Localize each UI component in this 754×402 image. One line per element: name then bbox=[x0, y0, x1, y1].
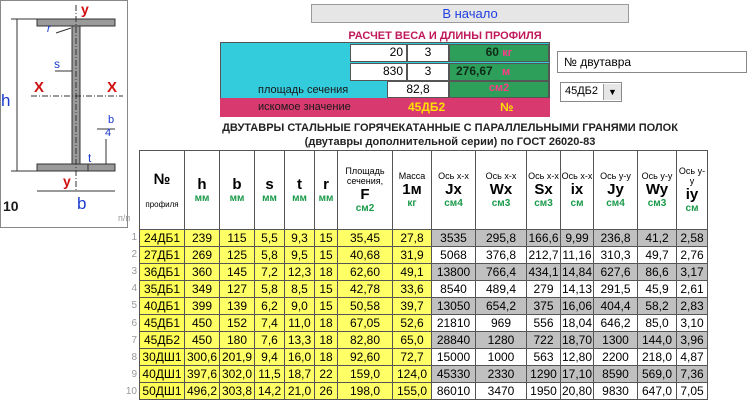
table-row bbox=[140, 281, 708, 298]
table-cell: 152 bbox=[220, 315, 255, 332]
table-row bbox=[140, 383, 708, 400]
table-cell: 8590 bbox=[594, 366, 638, 383]
header-h-unit: мм bbox=[194, 193, 210, 204]
table-cell: 20,80 bbox=[561, 384, 593, 398]
table-cell: 166,6 bbox=[528, 231, 559, 245]
header-r bbox=[315, 151, 338, 230]
table-cell: 180 bbox=[220, 332, 255, 349]
table-row bbox=[140, 349, 708, 366]
table-cell: 15000 bbox=[432, 349, 476, 366]
table-cell: 50,58 bbox=[338, 298, 393, 315]
header-jy-sym: Jy bbox=[607, 181, 624, 198]
table-cell: 349 bbox=[185, 281, 220, 298]
table-cell: 4,87 bbox=[677, 349, 708, 366]
table-cell: 6,2 bbox=[255, 298, 285, 315]
table-cell: 722 bbox=[527, 332, 561, 349]
table-cell: 239 bbox=[185, 230, 220, 247]
table-cell: 159,0 bbox=[338, 366, 393, 383]
table-cell: 375 bbox=[527, 298, 561, 315]
header-wy-sym: Wy bbox=[645, 181, 669, 198]
table-cell: 2,76 bbox=[677, 247, 708, 264]
table-cell: 125 bbox=[220, 247, 255, 264]
table-cell: 5,5 bbox=[255, 230, 285, 247]
area-label: площадь сечения bbox=[258, 84, 349, 96]
table-heading-1: ДВУТАВРЫ СТАЛЬНЫЕ ГОРЯЧЕКАТАННЫЕ С ПАРАЛЛЕЛЬНЫМИ ГРАНЯМИ ПОЛОК bbox=[222, 122, 678, 134]
table-cell: 35,45 bbox=[338, 230, 393, 247]
table-cell: 279 bbox=[527, 281, 561, 298]
calc-title: РАСЧЕТ ВЕСА И ДЛИНЫ ПРОФИЛЯ bbox=[348, 30, 542, 42]
label-x-left: X bbox=[34, 79, 45, 96]
header-wx-sym: Wx bbox=[489, 181, 513, 198]
table-cell: 969 bbox=[476, 315, 527, 332]
header-iy-unit: см bbox=[685, 203, 699, 214]
row-number: 10 bbox=[125, 385, 137, 397]
table-cell: 52,6 bbox=[393, 315, 432, 332]
header-jx-sym: Jx bbox=[445, 181, 462, 198]
header-profile-no: № bbox=[153, 171, 171, 188]
qty-top-input[interactable]: 20 bbox=[350, 44, 407, 62]
label-b4-4: 4 bbox=[105, 127, 112, 139]
table-cell: 86010 bbox=[432, 383, 476, 400]
header-area-unit: см2 bbox=[355, 203, 375, 214]
header-sx-top: Ось x-x bbox=[528, 171, 559, 181]
header-area-top: Площадь сечения, bbox=[345, 166, 385, 186]
table-cell: 15 bbox=[315, 281, 338, 298]
table-cell: 7,36 bbox=[677, 366, 708, 383]
table-cell: 67,05 bbox=[338, 315, 393, 332]
table-cell: 45330 bbox=[432, 366, 476, 383]
label-r: r bbox=[47, 23, 51, 35]
table-cell: 1280 bbox=[476, 332, 527, 349]
pp-label: п/п bbox=[118, 213, 131, 223]
table-cell: 3,10 bbox=[677, 315, 708, 332]
header-sx-sym: Sx bbox=[534, 181, 553, 198]
table-cell: 13050 bbox=[432, 298, 476, 315]
row-number: 6 bbox=[131, 317, 137, 329]
table-cell: 13,3 bbox=[285, 332, 315, 349]
label-y-bottom: y bbox=[63, 173, 71, 189]
ibeam-drawing bbox=[0, 0, 131, 228]
table-cell: 18,70 bbox=[561, 333, 593, 347]
header-t bbox=[285, 151, 315, 230]
weight-unit: кг bbox=[502, 47, 513, 59]
profile-name-cell: 27ДБ1 bbox=[140, 247, 185, 264]
table-cell: 11,0 bbox=[285, 315, 315, 332]
table-cell: 11,5 bbox=[255, 366, 285, 383]
table-cell: 376,8 bbox=[476, 247, 527, 264]
table-cell: 646,2 bbox=[594, 315, 638, 332]
weight-output bbox=[449, 44, 549, 62]
table-cell: 3470 bbox=[476, 383, 527, 400]
weight-value: 60 bbox=[485, 45, 499, 59]
sought-symbol: № bbox=[500, 100, 514, 114]
table-cell: 766,4 bbox=[476, 264, 527, 281]
area-value: 82,8 bbox=[387, 81, 449, 98]
table-cell: 41,2 bbox=[638, 230, 677, 247]
table-cell: 2,58 bbox=[677, 230, 708, 247]
table-cell: 3535 bbox=[432, 230, 476, 247]
table-cell: 7,6 bbox=[255, 332, 285, 349]
table-row bbox=[140, 366, 708, 383]
header-jx-top: Ось x-x bbox=[438, 171, 469, 181]
table-cell: 404,4 bbox=[594, 298, 638, 315]
table-cell: 303,8 bbox=[220, 383, 255, 400]
header-wy bbox=[638, 151, 677, 230]
table-cell: 310,3 bbox=[594, 247, 638, 264]
table-cell: 489,4 bbox=[476, 281, 527, 298]
table-row bbox=[140, 264, 708, 281]
table-cell: 124,0 bbox=[393, 366, 432, 383]
label-x-right: X bbox=[107, 79, 118, 96]
table-cell: 28840 bbox=[432, 332, 476, 349]
label-t: t bbox=[88, 151, 92, 165]
header-area-sym: F bbox=[360, 186, 370, 203]
length-value: 276,67 bbox=[456, 64, 493, 78]
header-r-unit: мм bbox=[318, 193, 334, 204]
table-cell: 139 bbox=[220, 298, 255, 315]
header-ix bbox=[561, 151, 594, 230]
table-cell: 45,9 bbox=[638, 281, 677, 298]
table-cell: 218,0 bbox=[638, 349, 677, 366]
header-t-sym: t bbox=[297, 176, 302, 193]
sought-label: искомое значение bbox=[258, 101, 351, 113]
table-cell: 12,3 bbox=[285, 264, 315, 281]
row-number: 2 bbox=[131, 249, 137, 261]
table-cell: 563 bbox=[527, 349, 561, 366]
table-cell: 7,4 bbox=[255, 315, 285, 332]
header-s bbox=[255, 151, 285, 230]
table-cell: 92,60 bbox=[338, 349, 393, 366]
table-cell: 569,0 bbox=[638, 366, 677, 383]
table-cell: 8540 bbox=[432, 281, 476, 298]
table-cell: 145 bbox=[220, 264, 255, 281]
header-wy-unit: см3 bbox=[647, 198, 667, 209]
table-cell: 49,1 bbox=[393, 264, 432, 281]
row-number: 3 bbox=[131, 266, 137, 278]
qty-bottom-input[interactable]: 830 bbox=[350, 63, 407, 81]
table-cell: 115 bbox=[220, 230, 255, 247]
profile-name-cell: 35ДБ1 bbox=[140, 281, 185, 298]
table-cell: 496,2 bbox=[185, 383, 220, 400]
table-cell: 18 bbox=[315, 332, 338, 349]
table-cell: 82,80 bbox=[338, 332, 393, 349]
table-cell: 144,0 bbox=[638, 332, 677, 349]
table-cell: 9,4 bbox=[255, 349, 285, 366]
table-row bbox=[140, 298, 708, 315]
table-cell: 16,06 bbox=[561, 299, 593, 313]
figure-number: 10 bbox=[3, 198, 19, 214]
header-sx-unit: см3 bbox=[534, 198, 553, 209]
table-cell: 1300 bbox=[594, 332, 638, 349]
header-jy bbox=[594, 151, 638, 230]
header-wy-top: Ось y-y bbox=[641, 171, 673, 181]
table-cell: 9,99 bbox=[561, 230, 594, 247]
profile-select-value: 45ДБ2 bbox=[565, 85, 599, 97]
header-profile bbox=[140, 151, 185, 230]
table-row bbox=[140, 332, 708, 349]
table-cell: 2,61 bbox=[677, 281, 708, 298]
row-number: 5 bbox=[131, 300, 137, 312]
table-cell: 291,5 bbox=[594, 281, 638, 298]
table-cell: 450 bbox=[185, 315, 220, 332]
table-cell: 18 bbox=[315, 349, 338, 366]
header-iy-sym: iy bbox=[685, 186, 699, 203]
header-b-unit: мм bbox=[229, 193, 245, 204]
header-s-sym: s bbox=[265, 176, 274, 193]
label-b: b bbox=[77, 194, 87, 213]
table-cell: 14,2 bbox=[255, 383, 285, 400]
table-cell: 12,80 bbox=[561, 350, 593, 364]
table-cell: 5,8 bbox=[255, 281, 285, 298]
header-mass-top: Масса bbox=[398, 171, 426, 181]
table-cell: 18,7 bbox=[285, 366, 315, 383]
header-mass-unit: кг bbox=[407, 198, 417, 209]
row-number: 7 bbox=[131, 334, 137, 346]
label-s: s bbox=[54, 57, 60, 71]
table-cell: 556 bbox=[527, 315, 561, 332]
header-r-sym: r bbox=[323, 176, 329, 193]
row-number: 1 bbox=[131, 232, 137, 243]
table-cell: 5,8 bbox=[255, 247, 285, 264]
table-cell: 450 bbox=[185, 332, 220, 349]
col2-top-input[interactable]: 3 bbox=[407, 44, 449, 62]
table-cell: 21810 bbox=[432, 315, 476, 332]
header-mass-sym: 1м bbox=[402, 181, 422, 198]
row-number: 9 bbox=[131, 368, 137, 380]
profile-name-cell: 40ДБ1 bbox=[140, 298, 185, 315]
table-cell: 302,0 bbox=[220, 366, 255, 383]
table-cell: 1000 bbox=[476, 349, 527, 366]
table-cell: 1950 bbox=[527, 383, 561, 400]
header-s-unit: мм bbox=[262, 193, 277, 204]
table-cell: 360 bbox=[185, 264, 220, 281]
header-ix-unit: см bbox=[570, 198, 584, 209]
table-cell: 39,7 bbox=[393, 298, 432, 315]
label-b4-b: b bbox=[108, 114, 115, 126]
header-b bbox=[220, 151, 255, 230]
table-cell: 7,2 bbox=[255, 264, 285, 281]
table-cell: 2330 bbox=[476, 366, 527, 383]
table-cell: 40,68 bbox=[338, 247, 393, 264]
header-wx bbox=[476, 151, 527, 230]
table-cell: 13800 bbox=[432, 264, 476, 281]
table-cell: 269 bbox=[185, 247, 220, 264]
profile-name-cell: 36ДБ1 bbox=[140, 264, 185, 281]
header-b-sym: b bbox=[232, 176, 242, 193]
table-cell: 155,0 bbox=[393, 383, 432, 400]
header-jy-top: Ось y-y bbox=[600, 171, 631, 181]
profile-name-cell: 45ДБ2 bbox=[140, 332, 185, 349]
table-cell: 18 bbox=[315, 264, 338, 281]
table-row bbox=[140, 315, 708, 332]
profile-name-cell: 40ДШ1 bbox=[140, 366, 185, 383]
table-cell: 647,0 bbox=[638, 383, 677, 400]
header-mass bbox=[393, 151, 432, 230]
length-unit: м bbox=[502, 66, 511, 78]
profile-table bbox=[139, 150, 708, 400]
profile-name-cell: 45ДБ1 bbox=[140, 315, 185, 332]
table-cell: 9830 bbox=[594, 383, 638, 400]
header-jy-unit: см4 bbox=[606, 198, 625, 209]
table-cell: 9,3 bbox=[285, 230, 315, 247]
table-cell: 212,7 bbox=[528, 248, 559, 262]
header-wx-unit: см3 bbox=[491, 198, 511, 209]
table-cell: 17,10 bbox=[561, 367, 593, 381]
table-cell: 9,5 bbox=[285, 247, 315, 264]
row-number: 8 bbox=[131, 351, 137, 363]
table-cell: 2200 bbox=[594, 349, 638, 366]
table-cell: 33,6 bbox=[393, 281, 432, 298]
table-cell: 201,9 bbox=[220, 349, 255, 366]
header-wx-top: Ось x-x bbox=[485, 171, 517, 181]
header-jx bbox=[432, 151, 476, 230]
table-cell: 5068 bbox=[432, 247, 476, 264]
table-cell: 86,6 bbox=[638, 264, 677, 281]
table-row bbox=[140, 247, 708, 264]
table-cell: 7,05 bbox=[677, 383, 708, 400]
profile-number-input[interactable]: № двутавра bbox=[557, 51, 747, 73]
header-iy-top: Ось y-y bbox=[678, 166, 706, 186]
header-ix-top: Ось x-x bbox=[561, 171, 593, 181]
table-cell: 18,04 bbox=[561, 316, 593, 330]
profile-name-cell: 50ДШ1 bbox=[140, 383, 185, 400]
table-cell: 2,83 bbox=[677, 298, 708, 315]
sought-value: 45ДБ2 bbox=[408, 100, 446, 114]
table-cell: 18 bbox=[315, 315, 338, 332]
table-cell: 627,6 bbox=[594, 264, 638, 281]
table-cell: 49,7 bbox=[638, 247, 677, 264]
table-cell: 85,0 bbox=[638, 315, 677, 332]
table-row bbox=[140, 230, 708, 247]
table-cell: 198,0 bbox=[338, 383, 393, 400]
table-cell: 42,78 bbox=[338, 281, 393, 298]
header-jx-unit: см4 bbox=[444, 198, 463, 209]
table-cell: 399 bbox=[185, 298, 220, 315]
area-unit: см2 bbox=[449, 81, 549, 98]
profile-name-cell: 24ДБ1 bbox=[140, 230, 185, 247]
profile-name-cell: 30ДШ1 bbox=[140, 349, 185, 366]
header-h bbox=[185, 151, 220, 230]
table-cell: 65,0 bbox=[393, 332, 432, 349]
table-cell: 236,8 bbox=[594, 230, 638, 247]
table-cell: 26 bbox=[315, 383, 338, 400]
table-cell: 654,2 bbox=[476, 298, 527, 315]
table-cell: 21,0 bbox=[285, 383, 315, 400]
row-number: 4 bbox=[131, 283, 137, 295]
header-ix-sym: ix bbox=[570, 181, 584, 198]
table-cell: 1290 bbox=[527, 366, 561, 383]
label-h: h bbox=[1, 91, 11, 110]
table-cell: 300,6 bbox=[185, 349, 220, 366]
table-cell: 72,7 bbox=[393, 349, 432, 366]
table-cell: 14,84 bbox=[561, 265, 593, 279]
table-cell: 15 bbox=[315, 247, 338, 264]
table-cell: 22 bbox=[315, 366, 338, 383]
table-cell: 15 bbox=[315, 230, 338, 247]
table-cell: 27,8 bbox=[393, 230, 432, 247]
table-cell: 16,0 bbox=[285, 349, 315, 366]
table-cell: 3,96 bbox=[677, 332, 708, 349]
table-cell: 127 bbox=[220, 281, 255, 298]
home-button[interactable]: В начало bbox=[311, 4, 629, 23]
label-y-top: y bbox=[81, 1, 89, 17]
header-sx bbox=[527, 151, 561, 230]
table-cell: 434,1 bbox=[528, 265, 559, 279]
table-cell: 62,60 bbox=[338, 264, 393, 281]
table-cell: 11,16 bbox=[562, 248, 592, 262]
table-cell: 8,5 bbox=[285, 281, 315, 298]
table-cell: 15 bbox=[315, 298, 338, 315]
col2-bottom-input[interactable]: 3 bbox=[407, 63, 449, 81]
table-cell: 58,2 bbox=[638, 298, 677, 315]
table-cell: 9,0 bbox=[285, 298, 315, 315]
header-area bbox=[338, 151, 393, 230]
length-output bbox=[449, 63, 549, 81]
table-cell: 3,17 bbox=[677, 264, 708, 281]
header-h-sym: h bbox=[197, 176, 207, 193]
table-cell: 14,13 bbox=[561, 282, 593, 296]
table-cell: 397,6 bbox=[185, 366, 220, 383]
chevron-down-icon[interactable]: ▼ bbox=[603, 84, 621, 100]
header-profile-unit: профиля bbox=[145, 200, 179, 209]
header-iy bbox=[677, 151, 708, 230]
table-cell: 295,8 bbox=[476, 230, 527, 247]
table-cell: 31,9 bbox=[393, 247, 432, 264]
header-t-unit: мм bbox=[292, 193, 307, 204]
table-heading-2: (двутавры дополнительной серии) по ГОСТ 26020-83 bbox=[304, 136, 596, 148]
